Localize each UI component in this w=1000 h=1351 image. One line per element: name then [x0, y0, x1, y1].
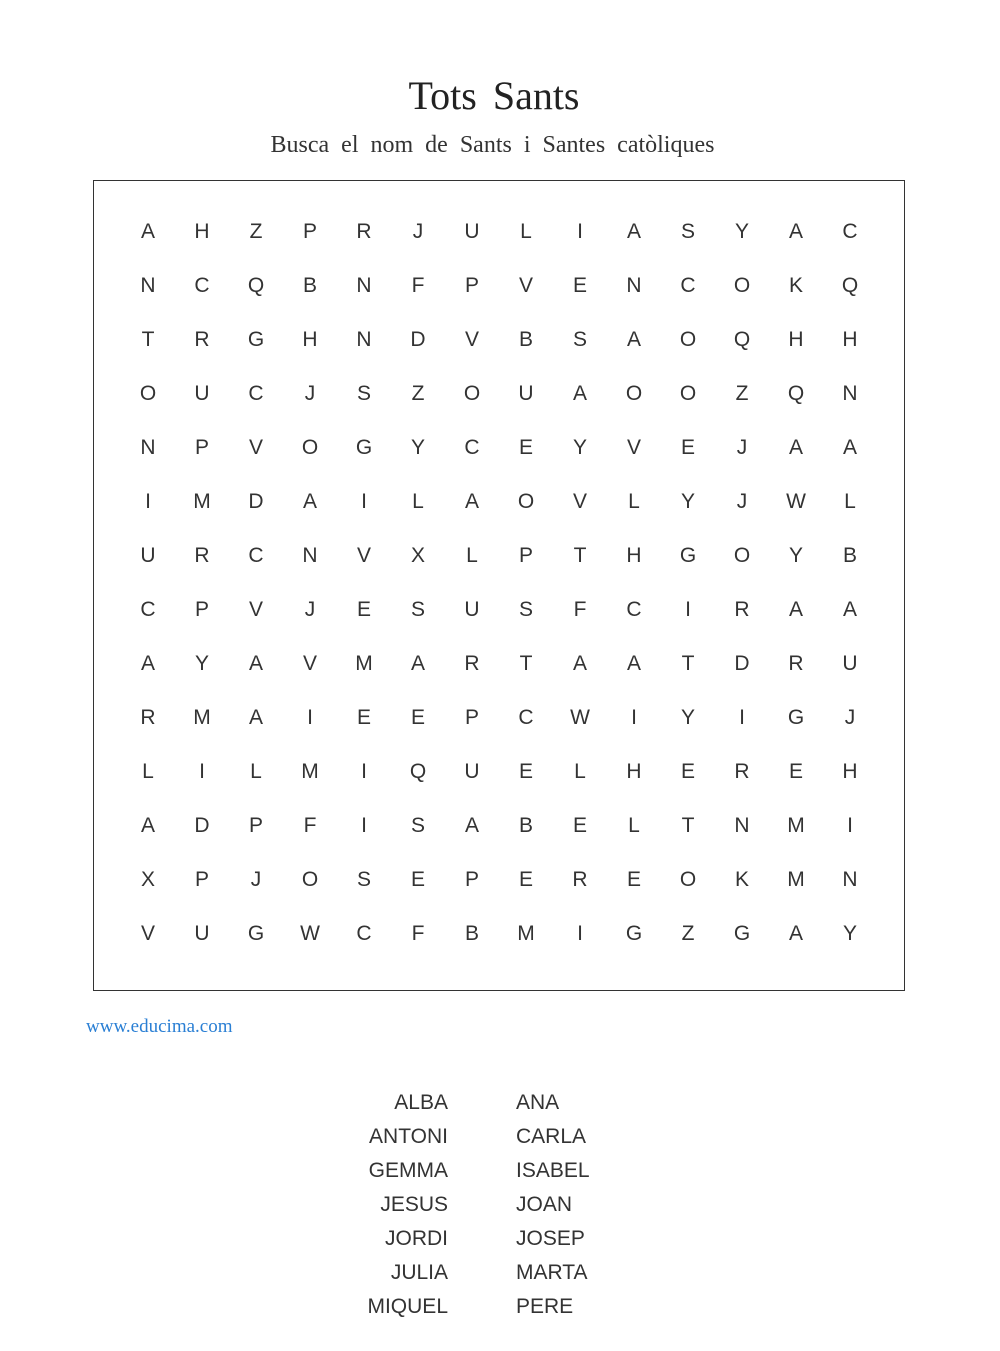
grid-cell[interactable]: Q	[247, 274, 265, 297]
grid-cell[interactable]: A	[464, 814, 479, 837]
grid-cell[interactable]: L	[142, 760, 154, 783]
grid-cell[interactable]: U	[518, 382, 534, 405]
grid-cell[interactable]: C	[518, 706, 534, 729]
grid-cell[interactable]: C	[140, 598, 156, 621]
grid-cell[interactable]: A	[788, 922, 803, 945]
grid-cell[interactable]: H	[302, 328, 318, 351]
grid-cell[interactable]: M	[787, 868, 805, 891]
grid-cell[interactable]: Z	[249, 220, 263, 243]
grid-cell[interactable]: D	[248, 490, 264, 513]
grid-cell[interactable]: A	[842, 436, 857, 459]
grid-cell[interactable]: G	[355, 436, 373, 459]
grid-cell[interactable]: Q	[841, 274, 859, 297]
grid-cell[interactable]: A	[788, 436, 803, 459]
grid-cell[interactable]: O	[301, 868, 319, 891]
grid-cell[interactable]: S	[572, 328, 587, 351]
grid-cell[interactable]: Y	[572, 436, 587, 459]
grid-cell[interactable]: I	[361, 814, 367, 837]
grid-cell[interactable]: E	[680, 760, 695, 783]
grid-cell[interactable]: H	[626, 544, 642, 567]
grid-cell[interactable]: E	[572, 814, 587, 837]
grid-cell[interactable]: N	[356, 274, 372, 297]
grid-cell[interactable]: K	[788, 274, 803, 297]
grid-cell[interactable]: O	[517, 490, 535, 513]
word-list-item: JOAN	[516, 1193, 573, 1216]
word-list-item: ALBA	[394, 1091, 448, 1114]
grid-cell[interactable]: V	[626, 436, 641, 459]
grid-cell[interactable]: Y	[194, 652, 209, 675]
grid-cell[interactable]: V	[140, 922, 155, 945]
grid-cell[interactable]: H	[842, 760, 858, 783]
grid-cell[interactable]: N	[842, 382, 858, 405]
grid-cell[interactable]: P	[194, 436, 209, 459]
grid-cell[interactable]: J	[736, 490, 748, 513]
word-list-item: JESUS	[380, 1193, 448, 1216]
word-list-item: JOSEP	[516, 1227, 585, 1250]
grid-cell[interactable]: C	[464, 436, 480, 459]
grid-cell[interactable]: F	[573, 598, 587, 621]
grid-cell[interactable]: S	[356, 382, 371, 405]
grid-cell[interactable]: J	[412, 220, 424, 243]
grid-cell[interactable]: Y	[410, 436, 425, 459]
grid-cell[interactable]: C	[842, 220, 858, 243]
grid-cell[interactable]: A	[788, 598, 803, 621]
grid-cell[interactable]: C	[626, 598, 642, 621]
grid-cell[interactable]: E	[518, 868, 533, 891]
grid-cell[interactable]: I	[685, 598, 691, 621]
page-subtitle: Busca el nom de Sants i Santes catòliques	[270, 132, 715, 158]
grid-cell[interactable]: I	[577, 220, 583, 243]
grid-cell[interactable]: T	[681, 652, 695, 675]
grid-cell[interactable]: O	[301, 436, 319, 459]
grid-cell[interactable]: W	[786, 490, 806, 513]
grid-cell[interactable]: O	[679, 868, 697, 891]
grid-cell[interactable]: R	[194, 328, 210, 351]
grid-cell[interactable]: H	[194, 220, 210, 243]
grid-cell[interactable]: Q	[409, 760, 427, 783]
grid-cell[interactable]: H	[842, 328, 858, 351]
grid-cell[interactable]: I	[739, 706, 745, 729]
grid-cell[interactable]: V	[248, 436, 263, 459]
word-list-item: MARTA	[516, 1261, 588, 1284]
grid-cell[interactable]: E	[410, 868, 425, 891]
grid-cell[interactable]: F	[411, 922, 425, 945]
grid-cell[interactable]: V	[572, 490, 587, 513]
grid-cell[interactable]: X	[140, 868, 155, 891]
grid-cell[interactable]: M	[355, 652, 373, 675]
grid-cell[interactable]: V	[518, 274, 533, 297]
grid-cell[interactable]: A	[410, 652, 425, 675]
grid-cell[interactable]: R	[788, 652, 804, 675]
grid-cell[interactable]: M	[193, 706, 211, 729]
grid-cell[interactable]: G	[625, 922, 643, 945]
grid-cell[interactable]: C	[194, 274, 210, 297]
word-list-item: ANTONI	[369, 1125, 448, 1148]
grid-cell[interactable]: A	[140, 814, 155, 837]
word-list-item: JORDI	[385, 1227, 448, 1250]
grid-cell[interactable]: C	[680, 274, 696, 297]
grid-cell[interactable]: I	[577, 922, 583, 945]
grid-cell[interactable]: E	[410, 706, 425, 729]
grid-cell[interactable]: R	[734, 760, 750, 783]
grid-cell[interactable]: H	[626, 760, 642, 783]
grid-cell[interactable]: A	[464, 490, 479, 513]
grid-cell[interactable]: Y	[680, 706, 695, 729]
grid-cell[interactable]: O	[733, 274, 751, 297]
grid-cell[interactable]: S	[410, 598, 425, 621]
grid-cell[interactable]: Z	[411, 382, 425, 405]
grid-cell[interactable]: R	[464, 652, 480, 675]
grid-cell[interactable]: N	[140, 436, 156, 459]
grid-cell[interactable]: G	[733, 922, 751, 945]
grid-cell[interactable]: X	[410, 544, 425, 567]
grid-cell[interactable]: U	[464, 220, 480, 243]
word-list-item: MIQUEL	[367, 1295, 448, 1318]
grid-cell[interactable]: P	[248, 814, 263, 837]
grid-cell[interactable]: Q	[787, 382, 805, 405]
grid-cell[interactable]: U	[464, 760, 480, 783]
grid-cell[interactable]: O	[625, 382, 643, 405]
grid-cell[interactable]: A	[140, 652, 155, 675]
grid-cell[interactable]: B	[518, 328, 533, 351]
grid-cell[interactable]: Y	[680, 490, 695, 513]
grid-cell[interactable]: V	[302, 652, 317, 675]
word-list-item: JULIA	[390, 1261, 448, 1284]
grid-cell[interactable]: C	[356, 922, 372, 945]
grid-cell[interactable]: H	[788, 328, 804, 351]
grid-cell[interactable]: D	[194, 814, 210, 837]
grid-cell[interactable]: M	[787, 814, 805, 837]
grid-cell[interactable]: T	[681, 814, 695, 837]
grid-cell[interactable]: E	[572, 274, 587, 297]
grid-cell[interactable]: T	[573, 544, 587, 567]
word-list-item: ANA	[516, 1091, 560, 1114]
grid-cell[interactable]: N	[140, 274, 156, 297]
grid-cell[interactable]: O	[679, 382, 697, 405]
grid-cell[interactable]: F	[411, 274, 425, 297]
grid-cell[interactable]: C	[248, 544, 264, 567]
grid-cell[interactable]: S	[518, 598, 533, 621]
grid-cell[interactable]: E	[518, 760, 533, 783]
grid-cell[interactable]: A	[248, 706, 263, 729]
grid-cell[interactable]: L	[520, 220, 532, 243]
grid-cell[interactable]: Z	[735, 382, 749, 405]
grid-cell[interactable]: I	[199, 760, 205, 783]
grid-cell[interactable]: I	[145, 490, 151, 513]
page-title: Tots Sants	[408, 73, 580, 118]
grid-cell[interactable]: F	[303, 814, 317, 837]
grid-cell[interactable]: P	[464, 868, 479, 891]
grid-cell[interactable]: L	[844, 490, 856, 513]
grid-cell[interactable]: N	[734, 814, 750, 837]
grid-cell[interactable]: O	[139, 382, 157, 405]
grid-cell[interactable]: J	[304, 598, 316, 621]
grid-cell[interactable]: Y	[788, 544, 803, 567]
word-list-item: PERE	[516, 1295, 574, 1318]
grid-cell[interactable]: J	[736, 436, 748, 459]
word-list-left-column	[367, 1086, 448, 1324]
grid-cell[interactable]: V	[248, 598, 263, 621]
grid-cell[interactable]: R	[194, 544, 210, 567]
grid-cell[interactable]: A	[626, 220, 641, 243]
grid-cell[interactable]: P	[464, 706, 479, 729]
grid-cell[interactable]: T	[519, 652, 533, 675]
grid-cell[interactable]: Y	[842, 922, 857, 945]
grid-cell[interactable]: P	[518, 544, 533, 567]
grid-cell[interactable]: N	[842, 868, 858, 891]
grid-cell[interactable]: S	[680, 220, 695, 243]
grid-cell[interactable]: J	[250, 868, 262, 891]
grid-cell[interactable]: I	[361, 490, 367, 513]
grid-cell[interactable]: O	[679, 328, 697, 351]
grid-cell[interactable]: O	[463, 382, 481, 405]
grid-cell[interactable]: G	[679, 544, 697, 567]
grid-cell[interactable]: E	[626, 868, 641, 891]
grid-cell[interactable]: L	[250, 760, 262, 783]
grid-cell[interactable]: N	[626, 274, 642, 297]
grid-cell[interactable]: W	[300, 922, 320, 945]
grid-cell[interactable]: C	[248, 382, 264, 405]
grid-cell[interactable]: L	[628, 814, 640, 837]
grid-cell[interactable]: B	[518, 814, 533, 837]
grid-cell[interactable]: M	[517, 922, 535, 945]
grid-cell[interactable]: E	[356, 598, 371, 621]
grid-cell[interactable]: L	[628, 490, 640, 513]
grid-cell[interactable]: A	[626, 652, 641, 675]
grid-cell[interactable]: E	[518, 436, 533, 459]
grid-cell[interactable]: E	[680, 436, 695, 459]
word-list-right-column	[516, 1086, 590, 1324]
grid-cell[interactable]: U	[842, 652, 858, 675]
grid-cell[interactable]: R	[140, 706, 156, 729]
grid-cell[interactable]: J	[304, 382, 316, 405]
grid-cell[interactable]: D	[410, 328, 426, 351]
grid-cell[interactable]: R	[734, 598, 750, 621]
grid-cell[interactable]: G	[787, 706, 805, 729]
website-link[interactable]: www.educima.com	[86, 1016, 233, 1037]
grid-cell[interactable]: I	[847, 814, 853, 837]
grid-cell[interactable]: B	[464, 922, 479, 945]
grid-cell[interactable]: A	[302, 490, 317, 513]
grid-cell[interactable]: E	[356, 706, 371, 729]
grid-cell[interactable]: M	[193, 490, 211, 513]
grid-cell[interactable]: D	[734, 652, 750, 675]
grid-cell[interactable]: I	[307, 706, 313, 729]
word-list-item: ISABEL	[516, 1159, 590, 1182]
grid-cell[interactable]: U	[194, 382, 210, 405]
word-search-grid[interactable]	[121, 205, 877, 961]
grid-cell[interactable]: J	[844, 706, 856, 729]
grid-cell[interactable]: P	[194, 598, 209, 621]
grid-cell[interactable]: I	[631, 706, 637, 729]
grid-cell[interactable]: R	[572, 868, 588, 891]
grid-cell[interactable]: U	[464, 598, 480, 621]
word-list-item: CARLA	[516, 1125, 587, 1148]
grid-cell[interactable]: L	[466, 544, 478, 567]
grid-cell[interactable]: P	[302, 220, 317, 243]
grid-cell[interactable]: N	[356, 328, 372, 351]
grid-cell[interactable]: G	[247, 328, 265, 351]
grid-cell[interactable]: Q	[733, 328, 751, 351]
grid-cell[interactable]: A	[788, 220, 803, 243]
grid-cell[interactable]: P	[464, 274, 479, 297]
grid-cell[interactable]: G	[247, 922, 265, 945]
grid-cell[interactable]: A	[626, 328, 641, 351]
grid-cell[interactable]: A	[248, 652, 263, 675]
grid-cell[interactable]: L	[412, 490, 424, 513]
grid-cell[interactable]: O	[733, 544, 751, 567]
grid-cell[interactable]: I	[361, 760, 367, 783]
grid-cell[interactable]: A	[140, 220, 155, 243]
grid-cell[interactable]: E	[788, 760, 803, 783]
grid-cell[interactable]: K	[734, 868, 749, 891]
word-list-item: GEMMA	[368, 1159, 448, 1182]
grid-cell[interactable]: A	[842, 598, 857, 621]
grid-cell[interactable]: S	[410, 814, 425, 837]
grid-cell[interactable]: T	[141, 328, 155, 351]
grid-cell[interactable]: N	[302, 544, 318, 567]
grid-cell[interactable]: B	[302, 274, 317, 297]
grid-cell[interactable]: W	[570, 706, 590, 729]
grid-cell[interactable]: L	[574, 760, 586, 783]
grid-cell[interactable]: A	[572, 652, 587, 675]
grid-cell[interactable]: M	[301, 760, 319, 783]
grid-cell[interactable]: U	[194, 922, 210, 945]
grid-cell[interactable]: U	[140, 544, 156, 567]
grid-cell[interactable]: B	[842, 544, 857, 567]
grid-cell[interactable]: V	[356, 544, 371, 567]
grid-cell[interactable]: S	[356, 868, 371, 891]
grid-cell[interactable]: R	[356, 220, 372, 243]
grid-cell[interactable]: V	[464, 328, 479, 351]
grid-cell[interactable]: A	[572, 382, 587, 405]
grid-cell[interactable]: Y	[734, 220, 749, 243]
grid-cell[interactable]: Z	[681, 922, 695, 945]
grid-cell[interactable]: P	[194, 868, 209, 891]
